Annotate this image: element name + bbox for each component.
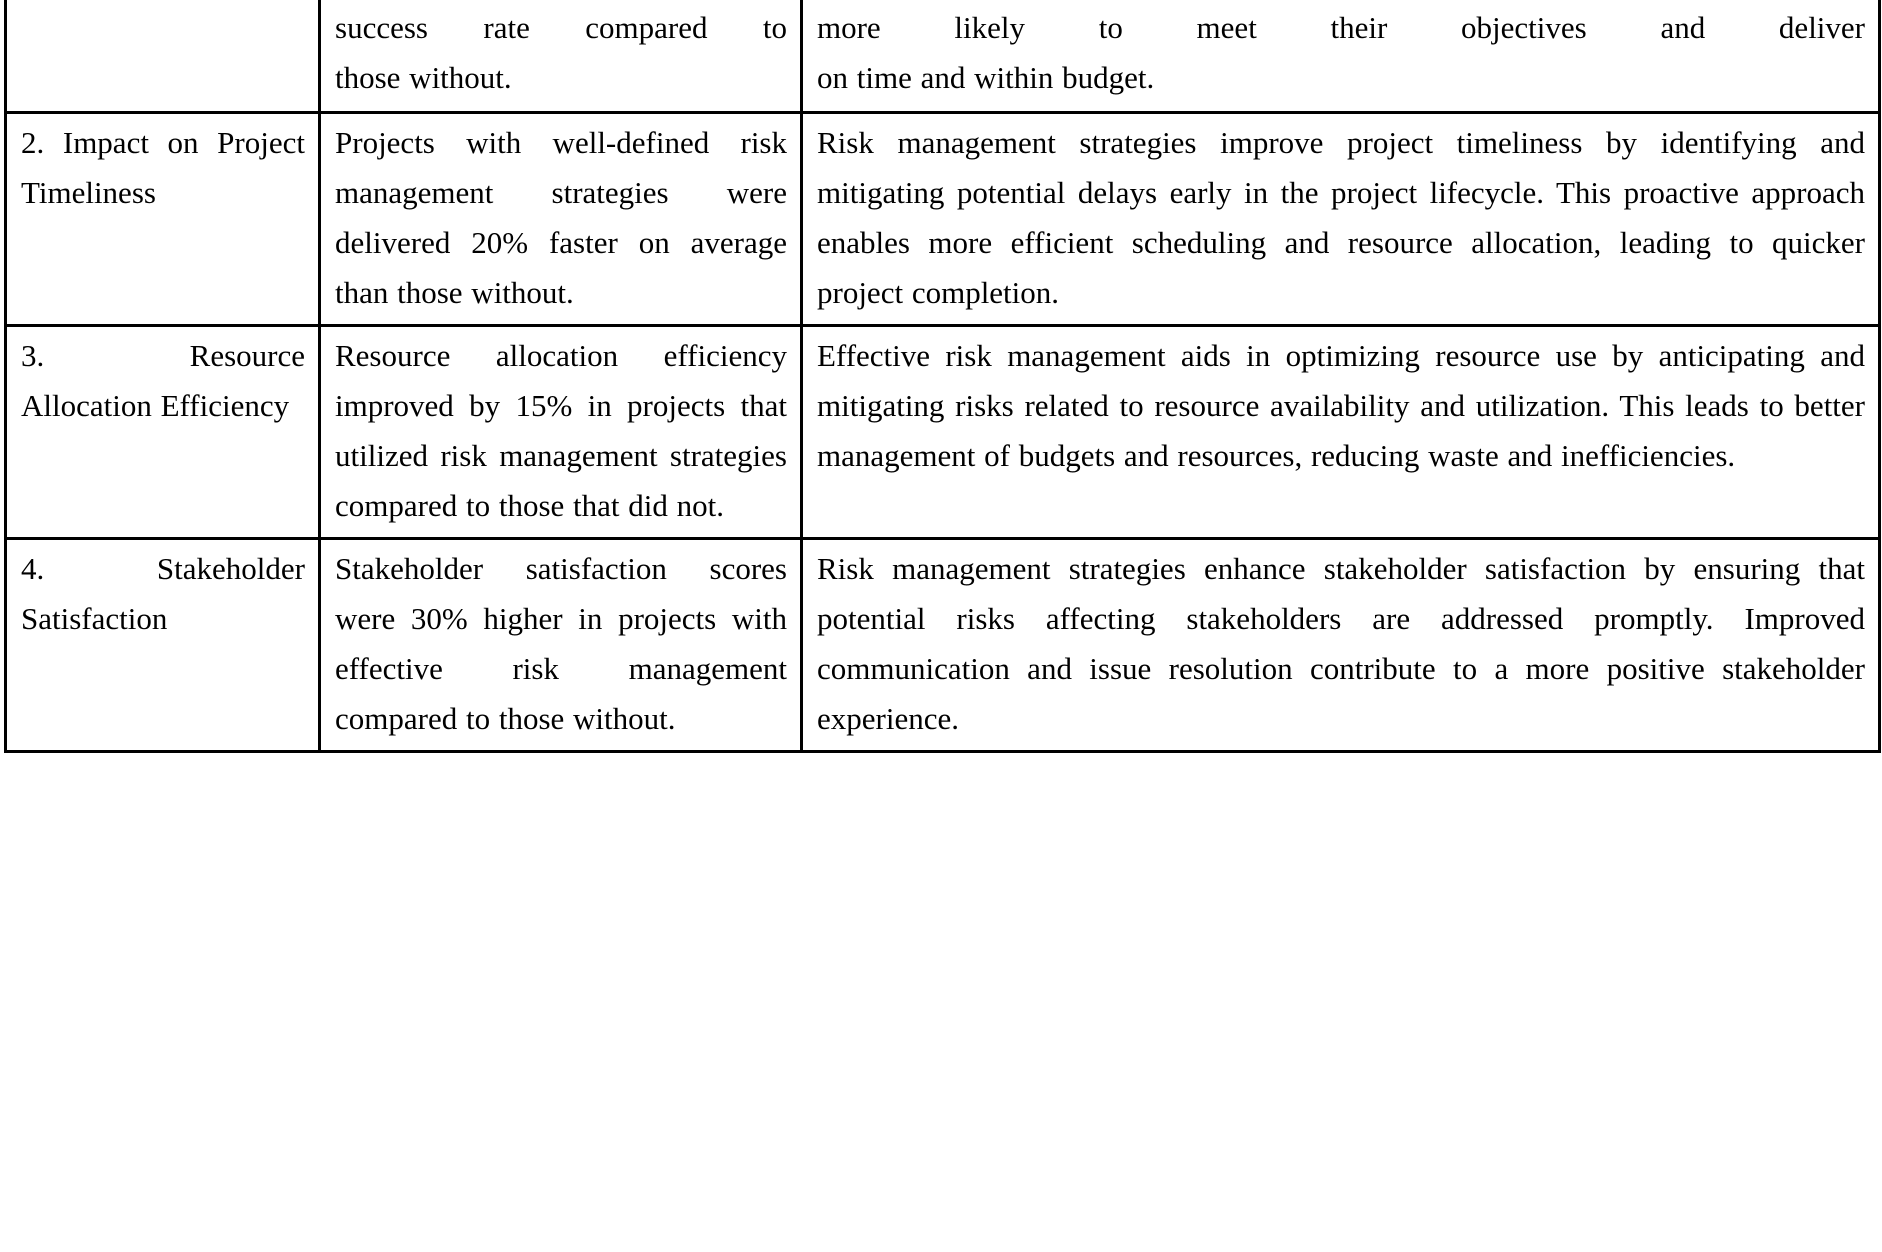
table-row xyxy=(6,538,1880,751)
table-row xyxy=(6,325,1880,538)
document-table xyxy=(4,0,1881,753)
explanation-cell: Risk management strategies enhance stakeholder satisfaction by ensuring that potential risks affecting stakeholders are addressed promptly. Improved communication and issue resolution contribute to a more positive stakeholder experience. xyxy=(802,538,1880,751)
finding-line: those without. xyxy=(335,59,512,95)
finding-cell xyxy=(320,0,802,112)
row-label-cell: 3. Resource Allocation Efficiency xyxy=(6,325,320,538)
table-row xyxy=(6,112,1880,325)
explanation-cell: Effective risk management aids in optimizing resource use by anticipating and mitigating risks related to resource availability and utilization. This leads to better management of budgets and resources, reducing waste and inefficiencies. xyxy=(802,325,1880,538)
explanation-line: more likely to meet their objectives and deliver xyxy=(817,9,1865,45)
finding-cell: Stakeholder satisfaction scores were 30% higher in projects with effective risk management compared to those without. xyxy=(320,538,802,751)
finding-cell: Projects with well-defined risk management strategies were delivered 20% faster on average than those without. xyxy=(320,112,802,325)
table-row-partial xyxy=(6,0,1880,112)
finding-line: success rate compared to xyxy=(335,9,787,45)
explanation-line: on time and within budget. xyxy=(817,59,1155,95)
row-label-cell xyxy=(6,0,320,112)
row-label-cell: 4. Stakeholder Satisfaction xyxy=(6,538,320,751)
finding-cell: Resource allocation efficiency improved by 15% in projects that utilized risk management strategies compared to those that did not. xyxy=(320,325,802,538)
explanation-cell: Risk management strategies improve project timeliness by identifying and mitigating potential delays early in the project lifecycle. This proactive approach enables more efficient scheduling and resource allocation, leading to quicker project completion. xyxy=(802,112,1880,325)
explanation-cell xyxy=(802,0,1880,112)
row-label-cell: 2. Impact on Project Timeliness xyxy=(6,112,320,325)
